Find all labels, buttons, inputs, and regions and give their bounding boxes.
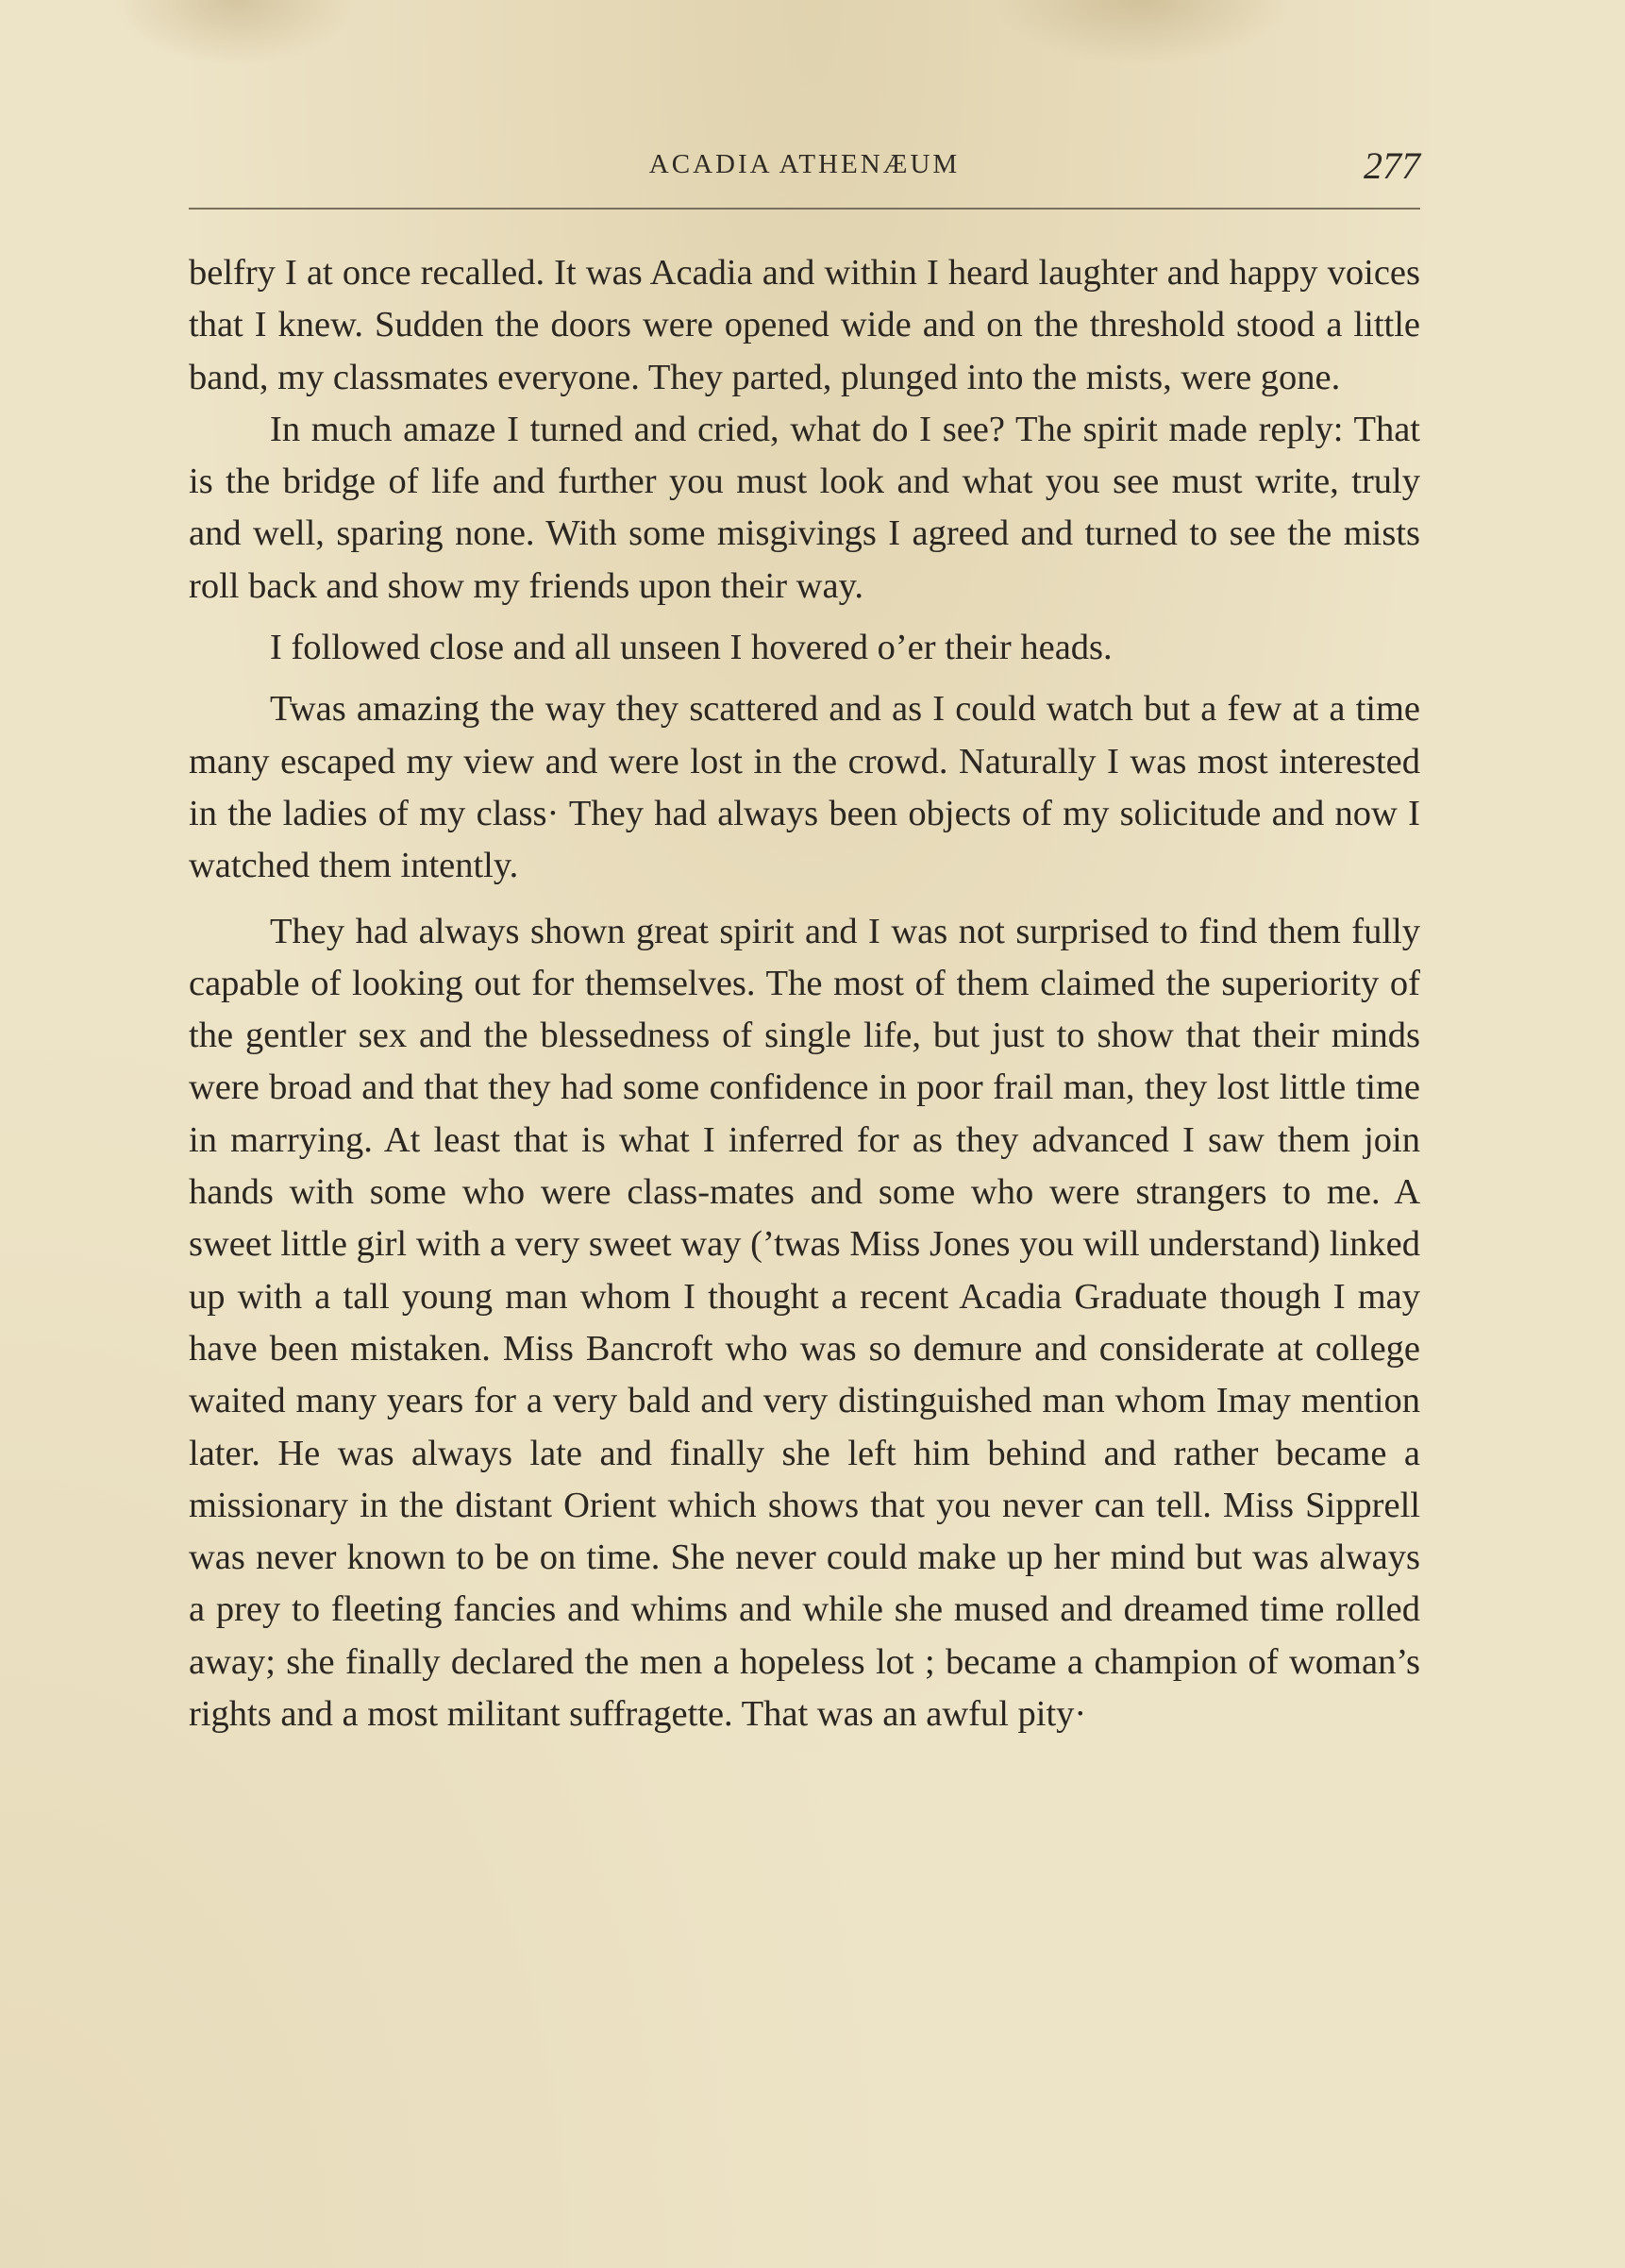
paragraph: Twas amazing the way they scattered and as I could watch but a few at a time many escaped my view and were lost in the crowd. Naturally I was most interested in the ladies of my class· They had always been objects of my solicitude and now I watched them intently. [189,689,1420,886]
paper-stain [113,0,359,66]
body-text [189,247,1420,1740]
page-number: 277 [1364,144,1420,187]
header-rule [189,208,1420,210]
paragraph: belfry I at once recalled. It was Acadia and within I heard laughter and happy voices that I knew. Sudden the doors were opened wide and on the threshold stood a little band, my classmates everyone. They parted, plunged into the mists, were gone. [189,253,1420,397]
paper-stain [991,0,1293,66]
running-title: ACADIA ATHENÆUM [648,149,961,179]
paragraph: I followed close and all unseen I hovered o’er their heads. [270,628,1113,668]
paragraph: They had always shown great spirit and I was not surprised to find them fully capable of looking out for themselves. The most of them claimed the superiority of the gentler sex and the blessedness of single life, but just to show that their minds were broad and that they had some confidence in poor frail man, they lost little time in marrying. At least that is what I inferred for as they advanced I saw them join hands with some who were class-mates and some who were strangers to me. A sweet little girl with a very sweet way (’twas Miss Jones you will understand) linked up with a tall young man whom I thought a recent Acadia Graduate though I may have been mistaken. Miss Bancroft who was so demure and considerate at college waited many years for a very bald and very distinguished man whom Imay mention later. He was always late and finally she left him behind and rather became a missionary in the distant Orient which shows that you never can tell. Miss Sipprell was never known to be on time. She never could make up her mind but was always a prey to fleeting fancies and whims and while she mused and dreamed time rolled away; she finally declared the men a hopeless lot ; became a champion of woman’s rights and a most militant suffragette. That was an awful pity· [189,911,1420,1735]
page-header [189,132,1420,210]
paragraph: In much amaze I turned and cried, what do I see? The spirit made reply: That is the bridge of life and further you must look and what you see must write, truly and well, sparing none. With some misgivings I agreed and turned to see the mists roll back and show my friends upon their way. [189,409,1420,606]
